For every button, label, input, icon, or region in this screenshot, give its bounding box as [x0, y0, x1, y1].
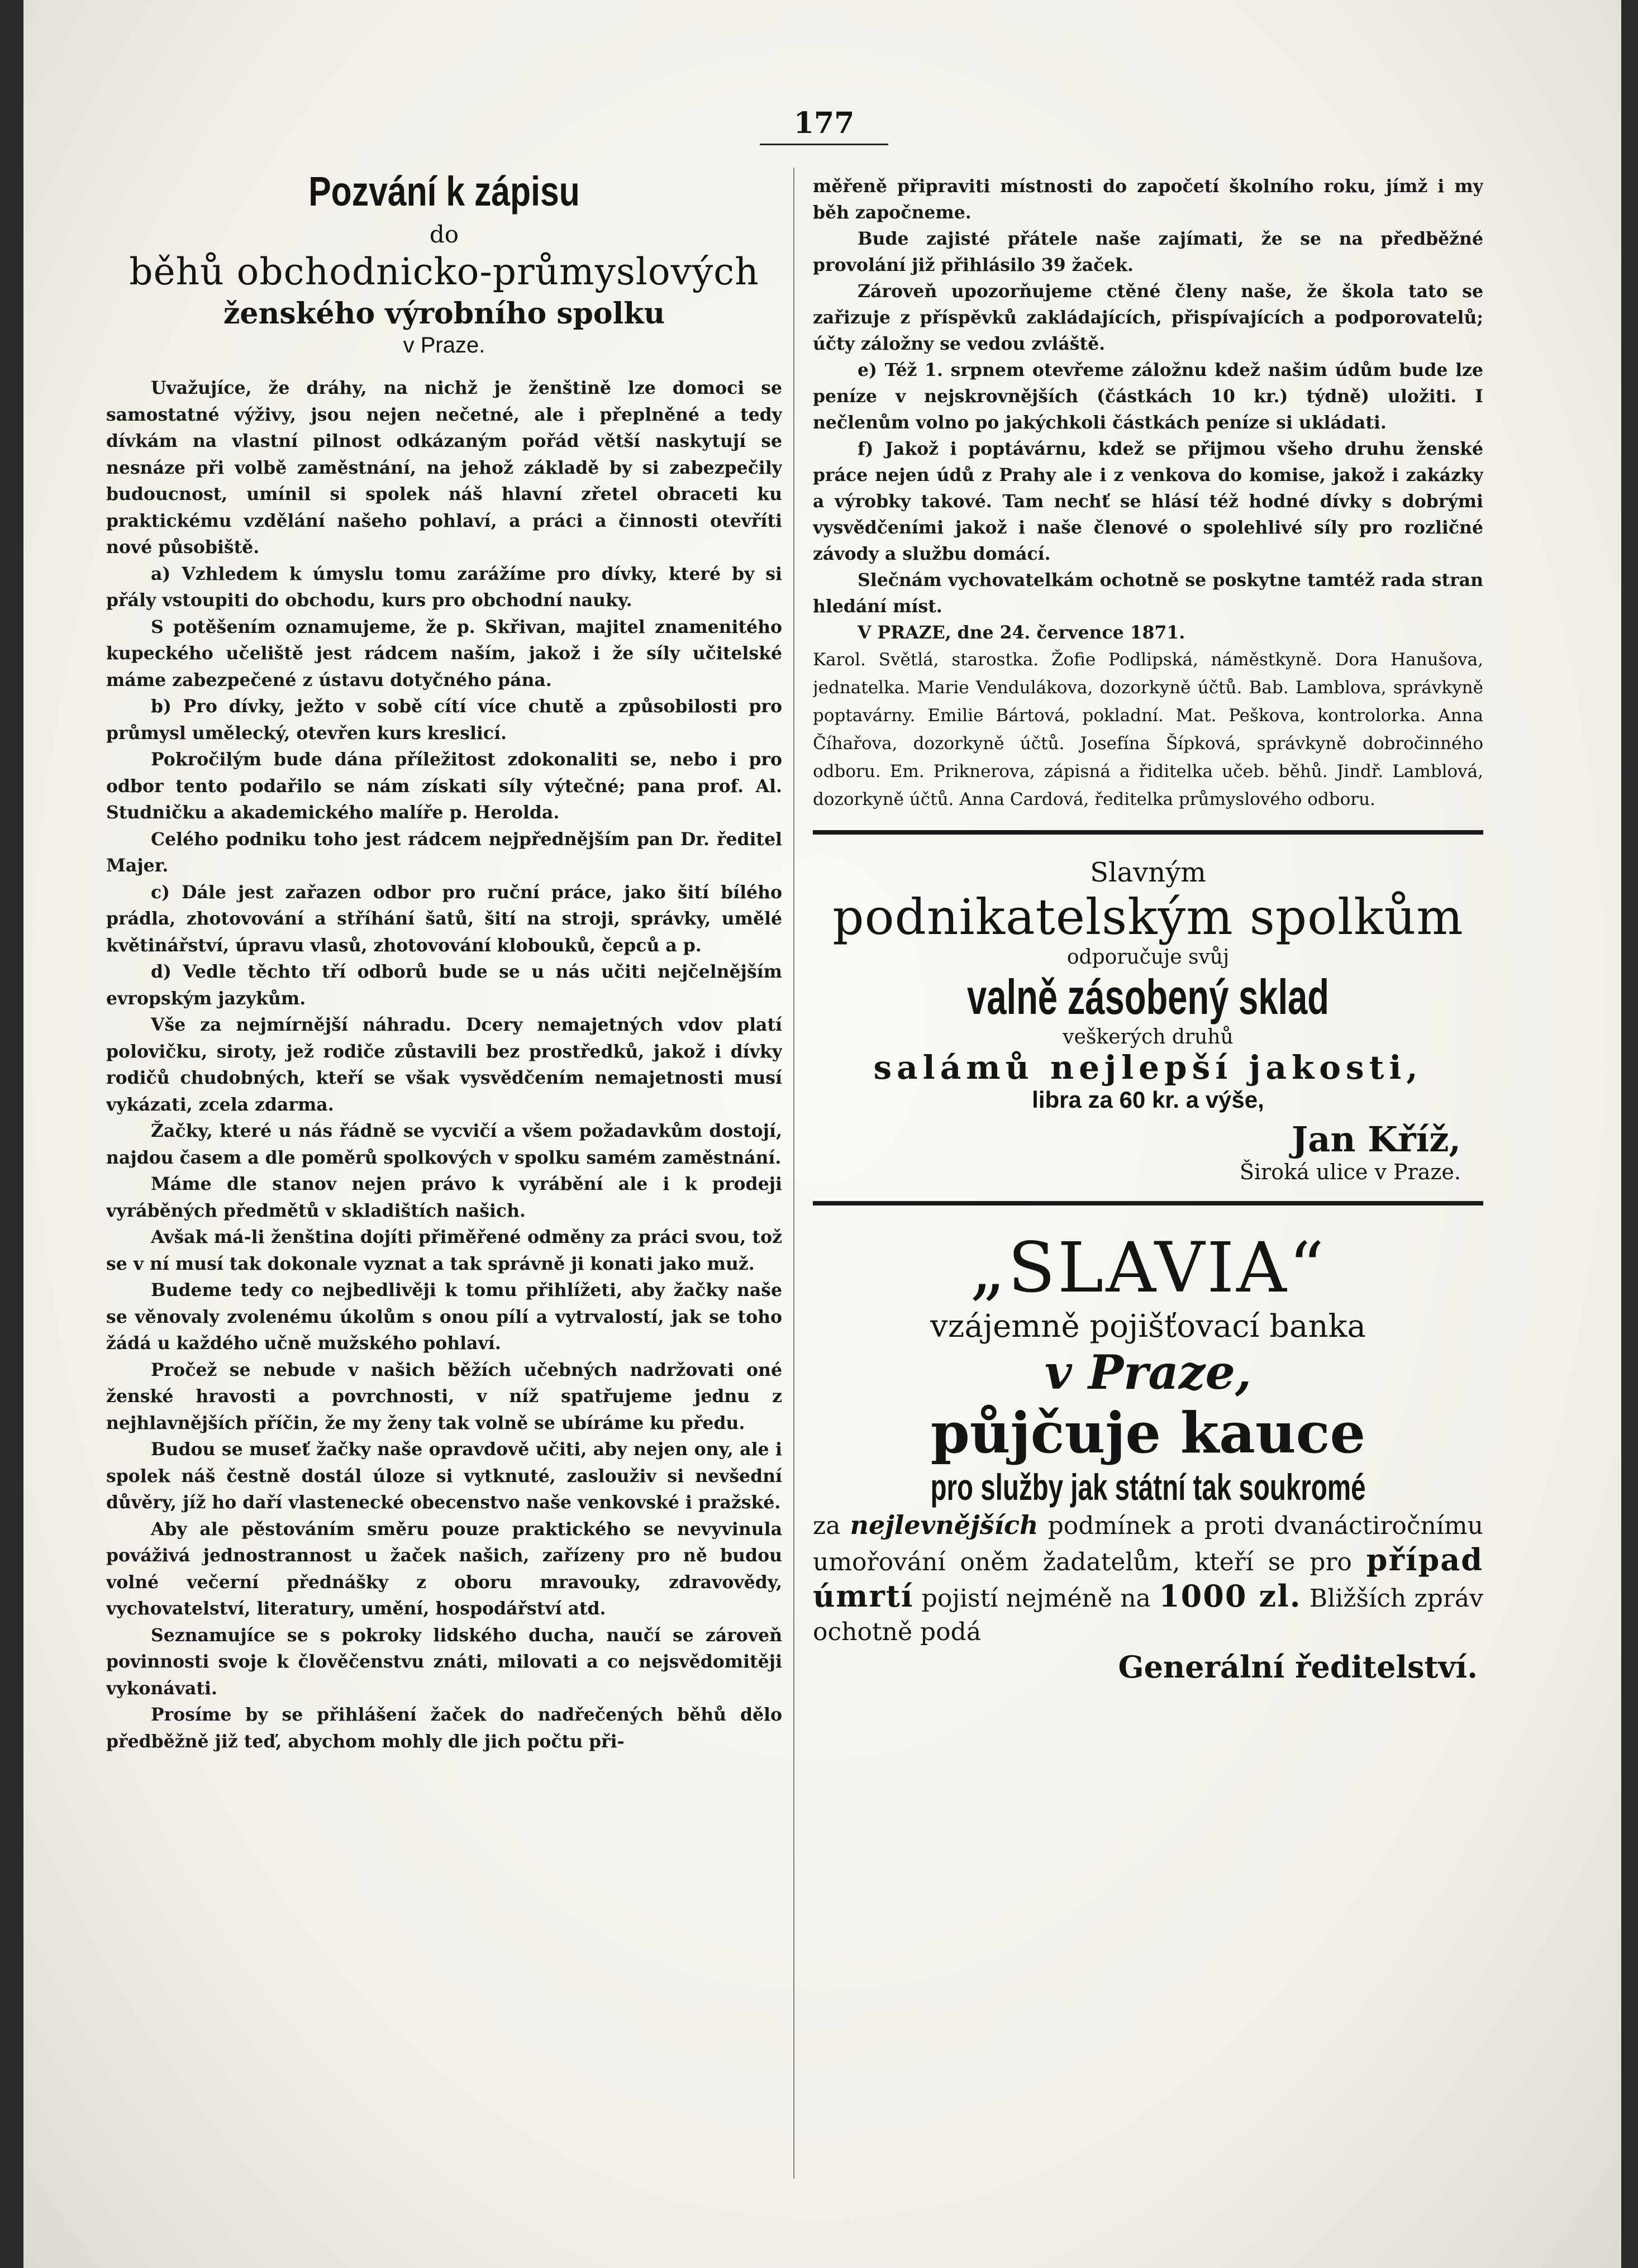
- ad-merchant-address: Široká ulice v Praze.: [1239, 1160, 1461, 1184]
- ad-body-text: Bližších zpráv ochotně podá: [813, 1584, 1483, 1646]
- article-paragraph: Aby ale pěstováním směru pouze praktického se nevyvinula pováživá jednostrannost u žaček našich, zařízeny pro ně budou volné večerní přednášky z oboru mravouky, zdravovědy, vychovatelství, literatury, umění, hospodářství atd.: [106, 1518, 782, 1619]
- ad-separator-rule: [813, 830, 1483, 835]
- article-paragraph: d) Vedle těchto tří odborů bude se u nás učiti nejčelnějším evropským jazykům.: [106, 961, 782, 1009]
- article-paragraph: Prosíme by se přihlášení žaček do nadřečených běhů dělo předběžně již teď, abychom mohly dle jich počtu při-: [106, 1704, 782, 1752]
- ad-body-text: za: [813, 1512, 841, 1540]
- scan-border-right: [1621, 0, 1638, 2268]
- article-paragraph: Budeme tedy co nejbedlivěji k tomu přihlížeti, aby žačky naše se věnovaly zvolenému úkolům s onou pílí a vytrvalostí, jak se toho žádá u každého učně mužského pohlaví.: [106, 1280, 782, 1354]
- article-paragraph: Pročež se nebude v našich běžích učebných nadržovati oné ženské hravosti a povrchnosti, v níž spatřujeme jednu z nejhlavnějších příčin, že my ženy tak volně se ubíráme ku předu.: [106, 1359, 782, 1433]
- article-paragraph: Zároveň upozorňujeme ctěné členy naše, že škola tato se zařizuje z příspěvků zakládajících, přispívajících a podporovatelů; účty záložny se vedou zvláště.: [813, 281, 1483, 354]
- page-number: 177: [760, 106, 888, 145]
- article-title-courses: běhů obchodnicko-průmyslových: [129, 250, 759, 293]
- article-title: Pozvání k zápisu: [308, 168, 580, 215]
- article-paragraph: Budou se museť žačky naše opravdově učiti, aby nejen ony, ale i spolek náš čestně dostál úloze si vytknuté, zaslouživ si nevšední důvěry, jíž ho daří vlastenecké obecenstvo naše venkovské i pražské.: [106, 1439, 782, 1513]
- ad-bank-headline: půjčuje kauce: [930, 1400, 1366, 1466]
- ad-body-emphasis: případ úmrtí: [813, 1542, 1483, 1614]
- ad-merchant-name: Jan Kříž,: [1291, 1119, 1461, 1160]
- ad-body-text: pojistí nejméně na: [921, 1584, 1151, 1613]
- article-paragraph: c) Dále jest zařazen odbor pro ruční práce, jako šití bílého prádla, zhotovování a stříhání šatů, šití na stroji, správky, umělé květinářství, úpravu vlasů, zhotovování klobouků, čepců a p.: [106, 882, 782, 956]
- article-paragraph: b) Pro dívky, ježto v sobě cítí více chutě a způsobilosti pro průmysl umělecký, otevřen kurs kreslicí.: [106, 696, 782, 744]
- scan-border-left: [0, 0, 23, 2268]
- right-column: [813, 173, 1483, 2207]
- article-paragraph: Máme dle stanov nejen právo k vyrábění ale i k prodeji vyráběných předmětů v skladištích našich.: [106, 1174, 782, 1221]
- article-title-do: do: [429, 221, 459, 248]
- ad-salutation: Slavným: [1090, 857, 1206, 888]
- left-column: [106, 168, 782, 2201]
- ad-bank-body: [813, 1508, 1483, 1649]
- ad-bank-name: „SLAVIA“: [969, 1228, 1327, 1308]
- ad-body-emphasis: nejlevnějších: [850, 1510, 1039, 1540]
- ad-price: libra za 60 kr. a výše,: [1032, 1087, 1264, 1113]
- article-paragraph: Avšak má-li ženština dojíti přiměřené odměny za práci svou, tož se v ní musí tak dokonale vyznat a tak správně ji konati jako muž.: [106, 1227, 782, 1274]
- ad-recommends: odporučuje svůj: [1066, 946, 1230, 969]
- advertisement-salami: [813, 857, 1483, 1184]
- ad-kinds: veškerých druhů: [1063, 1026, 1234, 1049]
- ad-headline: valně zásobený sklad: [967, 969, 1329, 1025]
- article-paragraph: S potěšením oznamujeme, že p. Skřivan, majitel znamenitého kupeckého učeliště jest rádcem naším, jakož i že síly učitelské máme zabezpečené z ústavu dotyčného pána.: [106, 616, 782, 690]
- article-title-place: v Praze.: [403, 333, 485, 358]
- column-divider: [793, 168, 794, 2179]
- ad-product: salámů nejlepší jakosti,: [873, 1049, 1423, 1087]
- article-paragraph: Žačky, které u nás řádně se vycvičí a všem požadavkům dostojí, najdou časem a dle poměrů spolkových v spolku samém zaměstnání.: [106, 1121, 782, 1168]
- article-paragraph: Uvažujíce, že dráhy, na nichž je ženštině lze domoci se samostatné výživy, jsou nejen nečetné, ale i přeplněné a tedy dívkám na vlastní pilnost odkázaným pořád větší naskytují se nesnáze při volbě zaměstnání, na jehož základě by si zabezpečily budoucnost, umínil si spolek náš hlavní zřetel obraceti ku praktickému vzdělání našeho pohlaví, a práci a činnosti otevříti nové působiště.: [106, 378, 782, 558]
- article-paragraph: Pokročilým bude dána příležitost zdokonaliti se, nebo i pro odbor tento podařilo se nám získati síly výtečné; pana prof. Al. Studničku a akademického malíře p. Herolda.: [106, 749, 782, 823]
- article-paragraph: Celého podniku toho jest rádcem nejpřednějším pan Dr. ředitel Majer.: [106, 828, 782, 876]
- article-paragraph: Slečnám vychovatelkám ochotně se poskytne tamtéž rada stran hledání míst.: [813, 570, 1483, 617]
- ad-bank-type: vzájemně pojišťovací banka: [930, 1308, 1366, 1345]
- article-signers: Karol. Světlá, starostka. Žofie Podlipská, náměstkyně. Dora Hanušova, jednatelka. Marie Vendulákova, dozorkyně účtů. Bab. Lamblova, správkyně poptavárny. Emilie Bártová, pokladní. Mat. Peškova, kontrolorka. Anna Číhařova, dozorkyně účtů. Josefína Šípková, správkyně dobročinného odboru. Em. Priknerova, zápisná a řiditelka učeb. běhů. Jindř. Lamblová, dozorkyně účtů. Anna Cardová, ředitelka průmyslového odboru.: [813, 650, 1483, 809]
- ad-separator-rule: [813, 1201, 1483, 1206]
- article-paragraph: f) Jakož i poptávárnu, kdež se přijmou všeho druhu ženské práce nejen údů z Prahy ale i z venkova do komise, jakož i zakázky a výrobky takové. Tam nechť se hlásí též hodné dívky s dobrými vysvědčeními jakož i naše členové o spolehlivé síly pro rozličné závody a službu domácí.: [813, 439, 1483, 564]
- ad-bank-services: pro služby jak státní tak soukromé: [930, 1466, 1366, 1508]
- ad-bank-signoff: Generální ředitelství.: [1118, 1649, 1478, 1685]
- article-paragraph: Seznamujíce se s pokroky lidského ducha, naučí se zároveň povinnosti svoje k člověčenstvu znáti, milovati a co nejsvědomitěji vykonávati.: [106, 1624, 782, 1699]
- article-paragraph: e) Též 1. srpnem otevřeme záložnu kdež našim údům bude lze peníze v nejskrovnějších (částkách 10 kr.) týdně) uložiti. I nečlenům volno po jakýchkoli částkách peníze si ukládati.: [813, 360, 1483, 433]
- ad-body-amount: 1000 zl.: [1159, 1578, 1302, 1614]
- article-paragraph: Vše za nejmírnější náhradu. Dcery nemajetných vdov platí polovičku, siroty, jež rodiče zůstavili bez prostředků, jakož i dívky rodičů chudobných, kteří se však vysvědčením nemajetnosti musí vykázati, zcela zdarma.: [106, 1014, 782, 1115]
- ad-bank-city: v Praze,: [1044, 1345, 1252, 1400]
- ad-body-text: podmínek a proti dvanáctiročnímu umořování oněm žadatelům, kteří se pro: [813, 1512, 1483, 1576]
- ad-audience: podnikatelským spolkům: [832, 888, 1464, 946]
- article-paragraph: Bude zajisté přátele naše zajímati, že se na předběžné provolání již přihlásilo 39 žaček.: [813, 228, 1483, 275]
- article-dateline: V PRAZE, dne 24. července 1871.: [858, 622, 1185, 643]
- advertisement-slavia: [813, 1228, 1483, 1685]
- article-title-association: ženského výrobního spolku: [223, 297, 665, 331]
- article-continuation: měřeně připraviti místnosti do započetí školního roku, jímž i my běh započneme.: [813, 176, 1483, 223]
- article-paragraph: a) Vzhledem k úmyslu tomu zarážíme pro dívky, které by si přály vstoupiti do obchodu, kurs pro obchodní nauky.: [106, 563, 782, 611]
